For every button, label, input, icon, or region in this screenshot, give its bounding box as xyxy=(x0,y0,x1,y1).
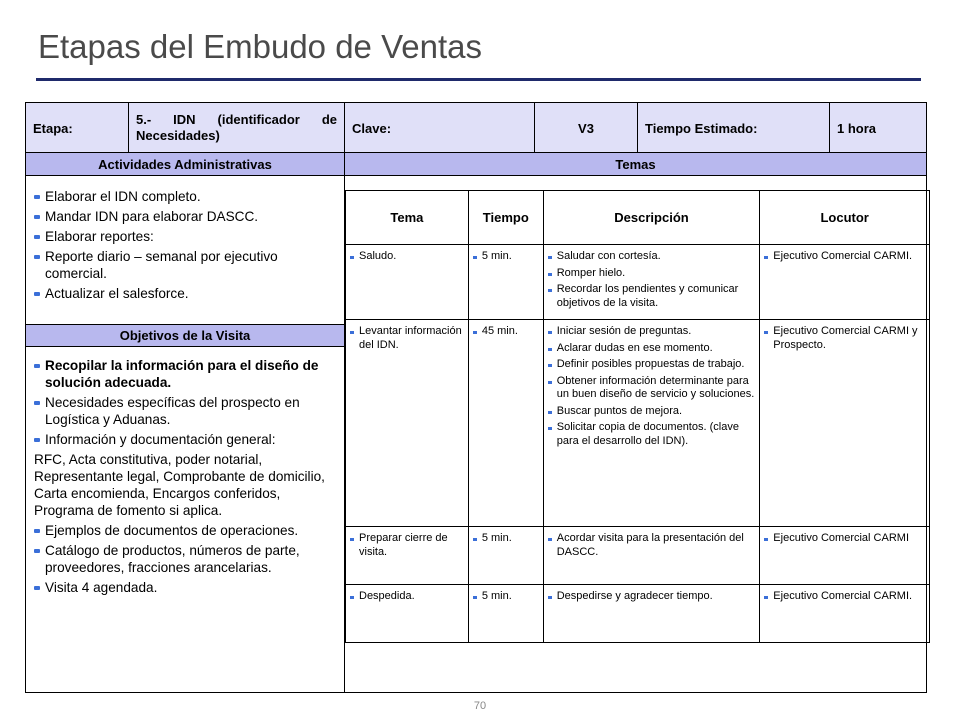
list-item-text: Recopilar la información para el diseño de solución adecuada. xyxy=(45,358,319,390)
list-item xyxy=(548,375,758,402)
bullet-icon xyxy=(350,538,354,541)
bullet-icon xyxy=(548,538,552,541)
list-item xyxy=(350,250,466,264)
etapa-label: Etapa: xyxy=(26,103,129,153)
cell-text: Acordar visita para la presentación del DASCC. xyxy=(556,532,744,558)
tema-cell xyxy=(346,527,469,585)
bullet-icon xyxy=(473,538,477,541)
cell-text: Despedida. xyxy=(359,590,415,602)
actividades-heading: Actividades Administrativas xyxy=(26,153,345,176)
table-row xyxy=(346,527,930,585)
list-item-text: Información y documentación general: xyxy=(45,432,276,447)
temas-header-row xyxy=(346,191,930,245)
clave-value: V3 xyxy=(535,103,638,153)
tiempo-label: Tiempo Estimado: xyxy=(638,103,830,153)
objetivo-item xyxy=(33,522,336,539)
bullet-icon xyxy=(548,289,552,292)
locutor-cell xyxy=(760,320,930,527)
bullet-icon xyxy=(34,292,40,296)
col-header-locutor: Locutor xyxy=(760,191,930,245)
bullet-icon xyxy=(473,331,477,334)
locutor-cell xyxy=(760,527,930,585)
list-item xyxy=(473,325,541,339)
objetivo-item xyxy=(33,542,336,576)
cell-text: Aclarar dudas en ese momento. xyxy=(556,341,713,354)
bullet-icon xyxy=(764,256,768,259)
bullet-icon xyxy=(548,273,552,276)
bullet-icon xyxy=(34,549,40,553)
descripcion-cell xyxy=(543,585,760,643)
list-item xyxy=(548,250,758,264)
bullet-icon xyxy=(34,586,40,590)
list-item xyxy=(473,590,541,604)
list-item-text: Reporte diario – semanal por ejecutivo comercial. xyxy=(45,249,278,281)
descripcion-cell xyxy=(543,245,760,320)
list-item xyxy=(350,532,466,559)
temas-table xyxy=(345,190,930,643)
list-item xyxy=(473,532,541,546)
bullet-icon xyxy=(34,255,40,259)
cell-text: Saludar con cortesía. xyxy=(556,250,661,262)
list-item xyxy=(764,590,927,604)
list-item xyxy=(548,325,758,339)
objetivo-item xyxy=(33,451,336,519)
bullet-icon xyxy=(34,235,40,239)
list-item xyxy=(548,358,758,372)
bullet-icon xyxy=(350,596,354,599)
list-item-text: Necesidades específicas del prospecto en Logística y Aduanas. xyxy=(45,395,300,427)
bullet-icon xyxy=(473,256,477,259)
tiempo-cell xyxy=(468,320,543,527)
actividad-item xyxy=(33,228,336,245)
objetivo-item xyxy=(33,357,336,391)
cell-text: Saludo. xyxy=(359,250,397,262)
list-item xyxy=(764,532,927,546)
list-item-text: Mandar IDN para elaborar DASCC. xyxy=(45,209,259,224)
cell-text: Ejecutivo Comercial CARMI. xyxy=(773,250,913,262)
cell-text: Ejecutivo Comercial CARMI y Prospecto. xyxy=(773,325,918,351)
bullet-icon xyxy=(34,529,40,533)
bullet-icon xyxy=(34,195,40,199)
tema-cell xyxy=(346,585,469,643)
bullet-icon xyxy=(34,364,40,368)
list-item xyxy=(548,267,758,281)
list-item xyxy=(548,590,758,604)
objetivos-list xyxy=(33,357,336,596)
tiempo-value: 1 hora xyxy=(837,120,877,136)
bullet-icon xyxy=(350,331,354,334)
list-item xyxy=(548,342,758,356)
cell-text: Recordar los pendientes y comunicar objetivos de la visita. xyxy=(556,283,739,309)
actividades-list xyxy=(33,188,336,302)
cell-text: Solicitar copia de documentos. (clave para el desarrollo del IDN). xyxy=(556,421,739,447)
actividad-item xyxy=(33,248,336,282)
tiempo-cell xyxy=(468,245,543,320)
stage-header-row xyxy=(26,103,926,153)
slide-title: Etapas del Embudo de Ventas xyxy=(38,28,482,65)
bullet-icon xyxy=(548,381,552,384)
cell-text: 5 min. xyxy=(481,250,512,262)
cell-text: Definir posibles propuestas de trabajo. xyxy=(556,358,745,370)
bullet-icon xyxy=(764,331,768,334)
bullet-icon xyxy=(34,438,40,442)
bullet-icon xyxy=(764,538,768,541)
bullet-icon xyxy=(548,427,552,430)
bullet-icon xyxy=(548,364,552,367)
objetivos-heading: Objetivos de la Visita xyxy=(26,324,345,347)
col-header-tema: Tema xyxy=(346,191,469,245)
locutor-cell xyxy=(760,585,930,643)
cell-text: Buscar puntos de mejora. xyxy=(556,404,683,417)
table-row xyxy=(346,320,930,527)
clave-label: Clave: xyxy=(345,103,535,153)
actividad-item xyxy=(33,188,336,205)
cell-text: Preparar cierre de visita. xyxy=(359,532,448,558)
list-item-text: Ejemplos de documentos de operaciones. xyxy=(45,523,299,538)
bullet-icon xyxy=(473,596,477,599)
list-item-text: RFC, Acta constitutiva, poder notarial, Representante legal, Comprobante de domicilio, Carta encomienda, Encargos conferidos, Programa de fomento si aplica. xyxy=(34,452,325,518)
list-item xyxy=(764,250,927,264)
list-item xyxy=(548,405,758,419)
locutor-cell xyxy=(760,245,930,320)
list-item xyxy=(764,325,927,352)
tiempo-cell xyxy=(468,527,543,585)
tema-cell xyxy=(346,320,469,527)
list-item xyxy=(350,590,466,604)
cell-text: Ejecutivo Comercial CARMI xyxy=(773,532,909,544)
list-item-text: Actualizar el salesforce. xyxy=(45,286,189,301)
descripcion-cell xyxy=(543,320,760,527)
bullet-icon xyxy=(764,596,768,599)
table-row xyxy=(346,245,930,320)
cell-text: Despedirse y agradecer tiempo. xyxy=(556,590,713,602)
cell-text: 5 min. xyxy=(481,590,512,602)
cell-text: Obtener información determinante para un buen diseño de servicio y soluciones. xyxy=(556,374,755,400)
list-item-text: Elaborar el IDN completo. xyxy=(45,189,201,204)
cell-text: 5 min. xyxy=(481,532,512,544)
bullet-icon xyxy=(548,331,552,334)
temas-heading: Temas xyxy=(345,153,926,176)
list-item-text: Elaborar reportes: xyxy=(45,229,154,244)
etapa-value: 5.- IDN (identificador de Necesidades) xyxy=(129,103,345,153)
bullet-icon xyxy=(34,215,40,219)
objetivo-item xyxy=(33,431,336,448)
bullet-icon xyxy=(548,411,552,414)
list-item xyxy=(473,250,541,264)
list-item-text: Catálogo de productos, números de parte, proveedores, fracciones arancelarias. xyxy=(45,543,300,575)
cell-text: 45 min. xyxy=(481,325,518,337)
descripcion-cell xyxy=(543,527,760,585)
list-item xyxy=(548,283,758,310)
cell-text: Levantar información del IDN. xyxy=(359,325,462,351)
cell-text: Ejecutivo Comercial CARMI. xyxy=(773,590,913,602)
bullet-icon xyxy=(548,256,552,259)
col-header-tiempo: Tiempo xyxy=(468,191,543,245)
actividad-item xyxy=(33,208,336,225)
tema-cell xyxy=(346,245,469,320)
list-item xyxy=(548,421,758,448)
list-item xyxy=(350,325,466,352)
title-underline xyxy=(36,78,921,81)
bullet-icon xyxy=(350,256,354,259)
tiempo-cell xyxy=(468,585,543,643)
cell-text: Romper hielo. xyxy=(556,266,626,279)
col-header-descripcion: Descripción xyxy=(543,191,760,245)
page-number: 70 xyxy=(473,700,487,712)
cell-text: Iniciar sesión de preguntas. xyxy=(556,325,692,337)
list-item-text: Visita 4 agendada. xyxy=(45,580,158,595)
actividad-item xyxy=(33,285,336,302)
bullet-icon xyxy=(34,401,40,405)
bullet-icon xyxy=(548,596,552,599)
objetivo-item xyxy=(33,579,336,596)
list-item xyxy=(548,532,758,559)
bullet-icon xyxy=(548,348,552,351)
objetivo-item xyxy=(33,394,336,428)
table-row xyxy=(346,585,930,643)
objetivos-panel xyxy=(26,347,345,692)
actividades-panel xyxy=(26,176,345,324)
